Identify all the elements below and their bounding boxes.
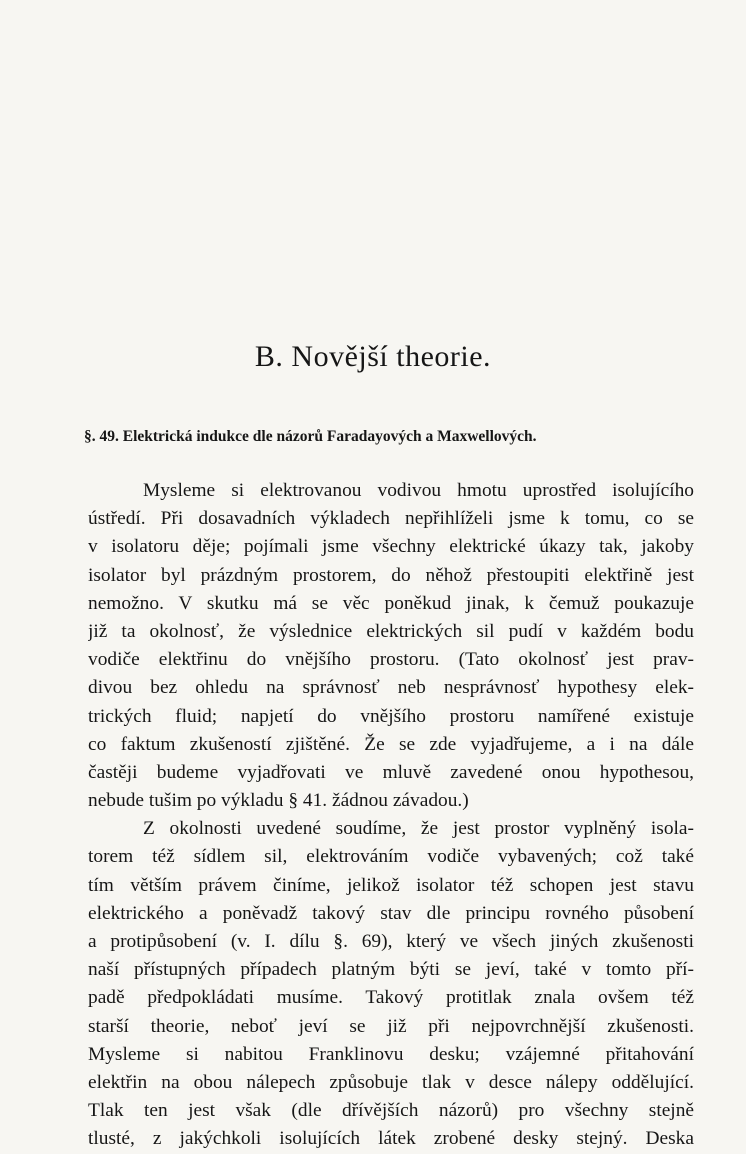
text-line: častěji budeme vyjadřovati ve mluvě zavedené onou hypothesou,	[88, 761, 694, 783]
text-line: tím větším právem činíme, jelikož isolator též schopen jest stavu	[88, 874, 694, 896]
text-line: a protipůsobení (v. I. dílu §. 69), který ve všech jiných zkušenosti	[88, 931, 694, 952]
text-line: torem též sídlem sil, elektrováním vodiče vybavených; což také	[88, 846, 694, 868]
text-line: Mysleme si elektrovanou vodivou hmotu uprostřed isolujícího	[143, 480, 694, 501]
text-line: již ta okolnosť, že výslednice elektrických sil pudí v každém bodu	[88, 620, 694, 642]
text-line: vodiče elektřinu do vnějšího prostoru. (Tato okolnosť jest prav-	[88, 649, 694, 671]
text-line: naší přístupných případech platným býti se jeví, také v tomto pří-	[88, 959, 694, 981]
text-line: Z okolnosti uvedené soudíme, že jest prostor vyplněný isola-	[143, 818, 694, 840]
text-line: ústředí. Při dosavadních výkladech nepřihlíželi jsme k tomu, co se	[88, 508, 694, 530]
body-text	[88, 477, 694, 1154]
paragraph-2	[88, 815, 694, 1153]
chapter-title: B. Novější theorie.	[254, 340, 492, 373]
text-line: elektrického a poněvadž takový stav dle principu rovného působení	[88, 902, 694, 924]
text-line: Tlak ten jest však (dle dřívějších názorů) pro všechny stejně	[88, 1100, 694, 1122]
section-heading: §. 49. Elektrická indukce dle názorů Faradayových a Maxwellových.	[84, 428, 537, 445]
text-line: nemožno. V skutku má se věc poněkud jinak, k čemuž poukazuje	[88, 592, 694, 614]
paragraph-1	[88, 477, 694, 815]
text-line: isolator byl prázdným prostorem, do něhož přestoupiti elektřině jest	[88, 564, 694, 586]
text-line: starší theorie, neboť jeví se již při nejpovrchnější zkušenosti.	[88, 1015, 694, 1037]
text-line: divou bez ohledu na správnosť neb nesprávnosť hypothesy elek-	[88, 677, 694, 699]
text-line: v isolatoru děje; pojímali jsme všechny elektrické úkazy tak, jakoby	[88, 536, 694, 558]
text-line: co faktum zkušeností zjištěné. Že se zde vyjadřujeme, a i na dále	[88, 733, 694, 755]
text-line: Mysleme si nabitou Franklinovu desku; vzájemné přitahování	[88, 1043, 694, 1065]
text-line: padě předpokládati musíme. Takový protitlak znala ovšem též	[88, 987, 694, 1009]
text-line: trických fluid; napjetí do vnějšího prostoru namířené existuje	[88, 705, 694, 727]
text-line: tlusté, z jakýchkoli isolujících látek zrobené desky stejný. Deska	[88, 1128, 694, 1150]
text-line: nebude tušim po výkladu § 41. žádnou závadou.)	[88, 790, 469, 812]
text-line: elektřin na obou nálepech způsobuje tlak v desce nálepy oddělující.	[88, 1071, 694, 1093]
